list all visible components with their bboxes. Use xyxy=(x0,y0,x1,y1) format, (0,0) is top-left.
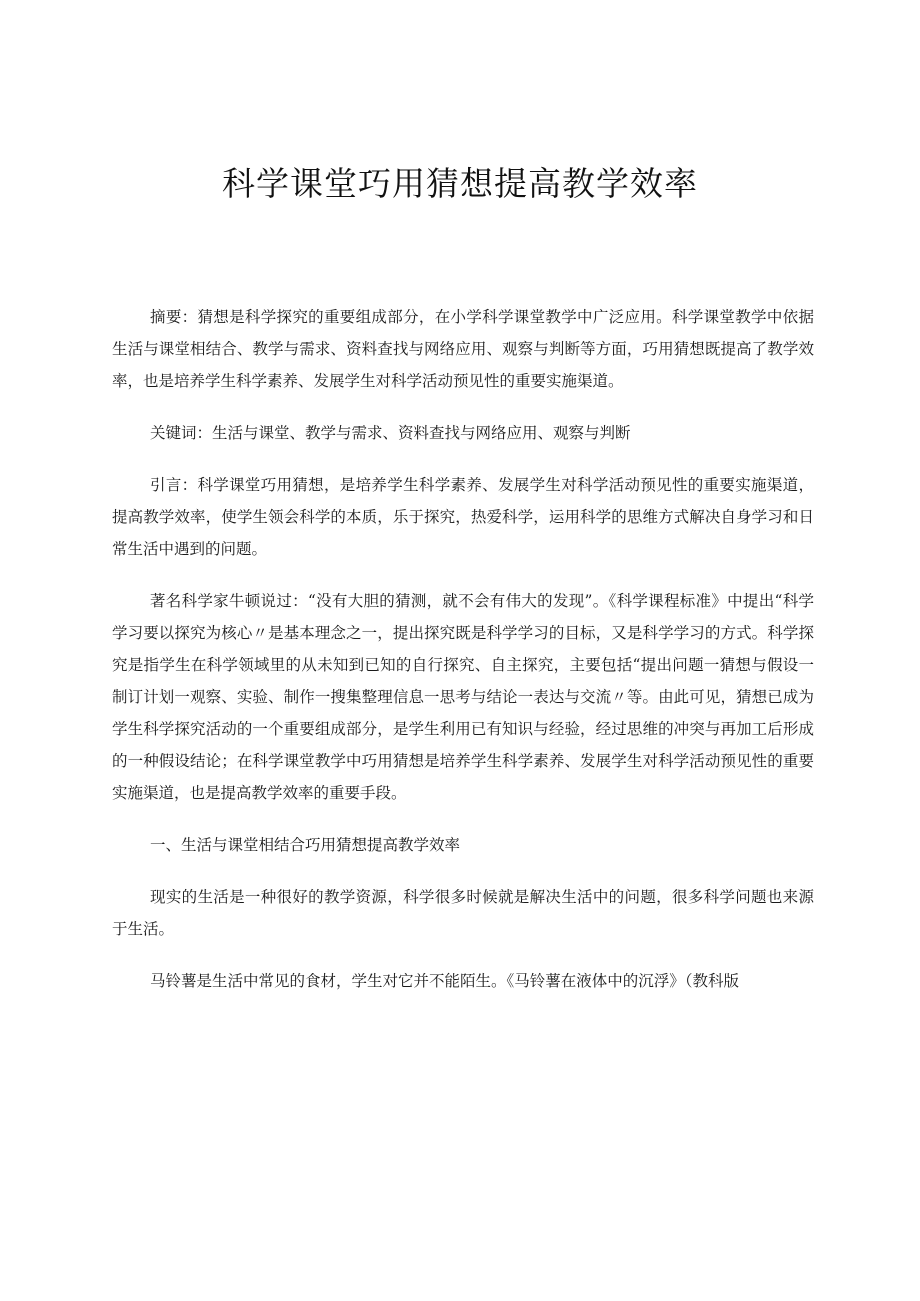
document-title: 科学课堂巧用猜想提高教学效率 xyxy=(222,164,698,203)
document-body xyxy=(112,301,814,1017)
body-paragraph: 马铃薯是生活中常见的食材，学生对它并不能陌生。《马铃薯在液体中的沉浮》（教科版 xyxy=(150,972,740,990)
abstract-paragraph: 摘要：猜想是科学探究的重要组成部分，在小学科学课堂教学中广泛应用。科学课堂教学中依据生活与课堂相结合、教学与需求、资料查找与网络应用、观察与判断等方面，巧用猜想既提高了教学效率，也是培养学生科学素养、发展学生对科学活动预见性的重要实施渠道。 xyxy=(112,308,814,390)
body-paragraph: 现实的生活是一种很好的教学资源，科学很多时候就是解决生活中的问题，很多科学问题也来源于生活。 xyxy=(112,888,814,938)
section-heading: 一、生活与课堂相结合巧用猜想提高教学效率 xyxy=(150,836,461,854)
introduction-paragraph: 引言：科学课堂巧用猜想，是培养学生科学素养、发展学生对科学活动预见性的重要实施渠道，提高教学效率，使学生领会科学的本质，乐于探究，热爱科学，运用科学的思维方式解决自身学习和日常生活中遇到的问题。 xyxy=(112,476,814,558)
keywords-paragraph: 关键词：生活与课堂、教学与需求、资料查找与网络应用、观察与判断 xyxy=(150,424,631,442)
body-paragraph: 著名科学家牛顿说过：“没有大胆的猜测，就不会有伟大的发现”。《科学课程标准》中提出“科学学习要以探究为核心〃是基本理念之一，提出探究既是科学学习的目标，又是科学学习的方式。科学探究是指学生在科学领域里的从未知到已知的自行探究、自主探究，主要包括“提出问题一猜想与假设一制订计划一观察、实验、制作一搜集整理信息一思考与结论一表达与交流〃等。由此可见，猜想已成为学生科学探究活动的一个重要组成部分，是学生利用已有知识与经验，经过思维的冲突与再加工后形成的一种假设结论；在科学课堂教学中巧用猜想是培养学生科学素养、发展学生对科学活动预见性的重要实施渠道，也是提高教学效率的重要手段。 xyxy=(112,592,814,802)
